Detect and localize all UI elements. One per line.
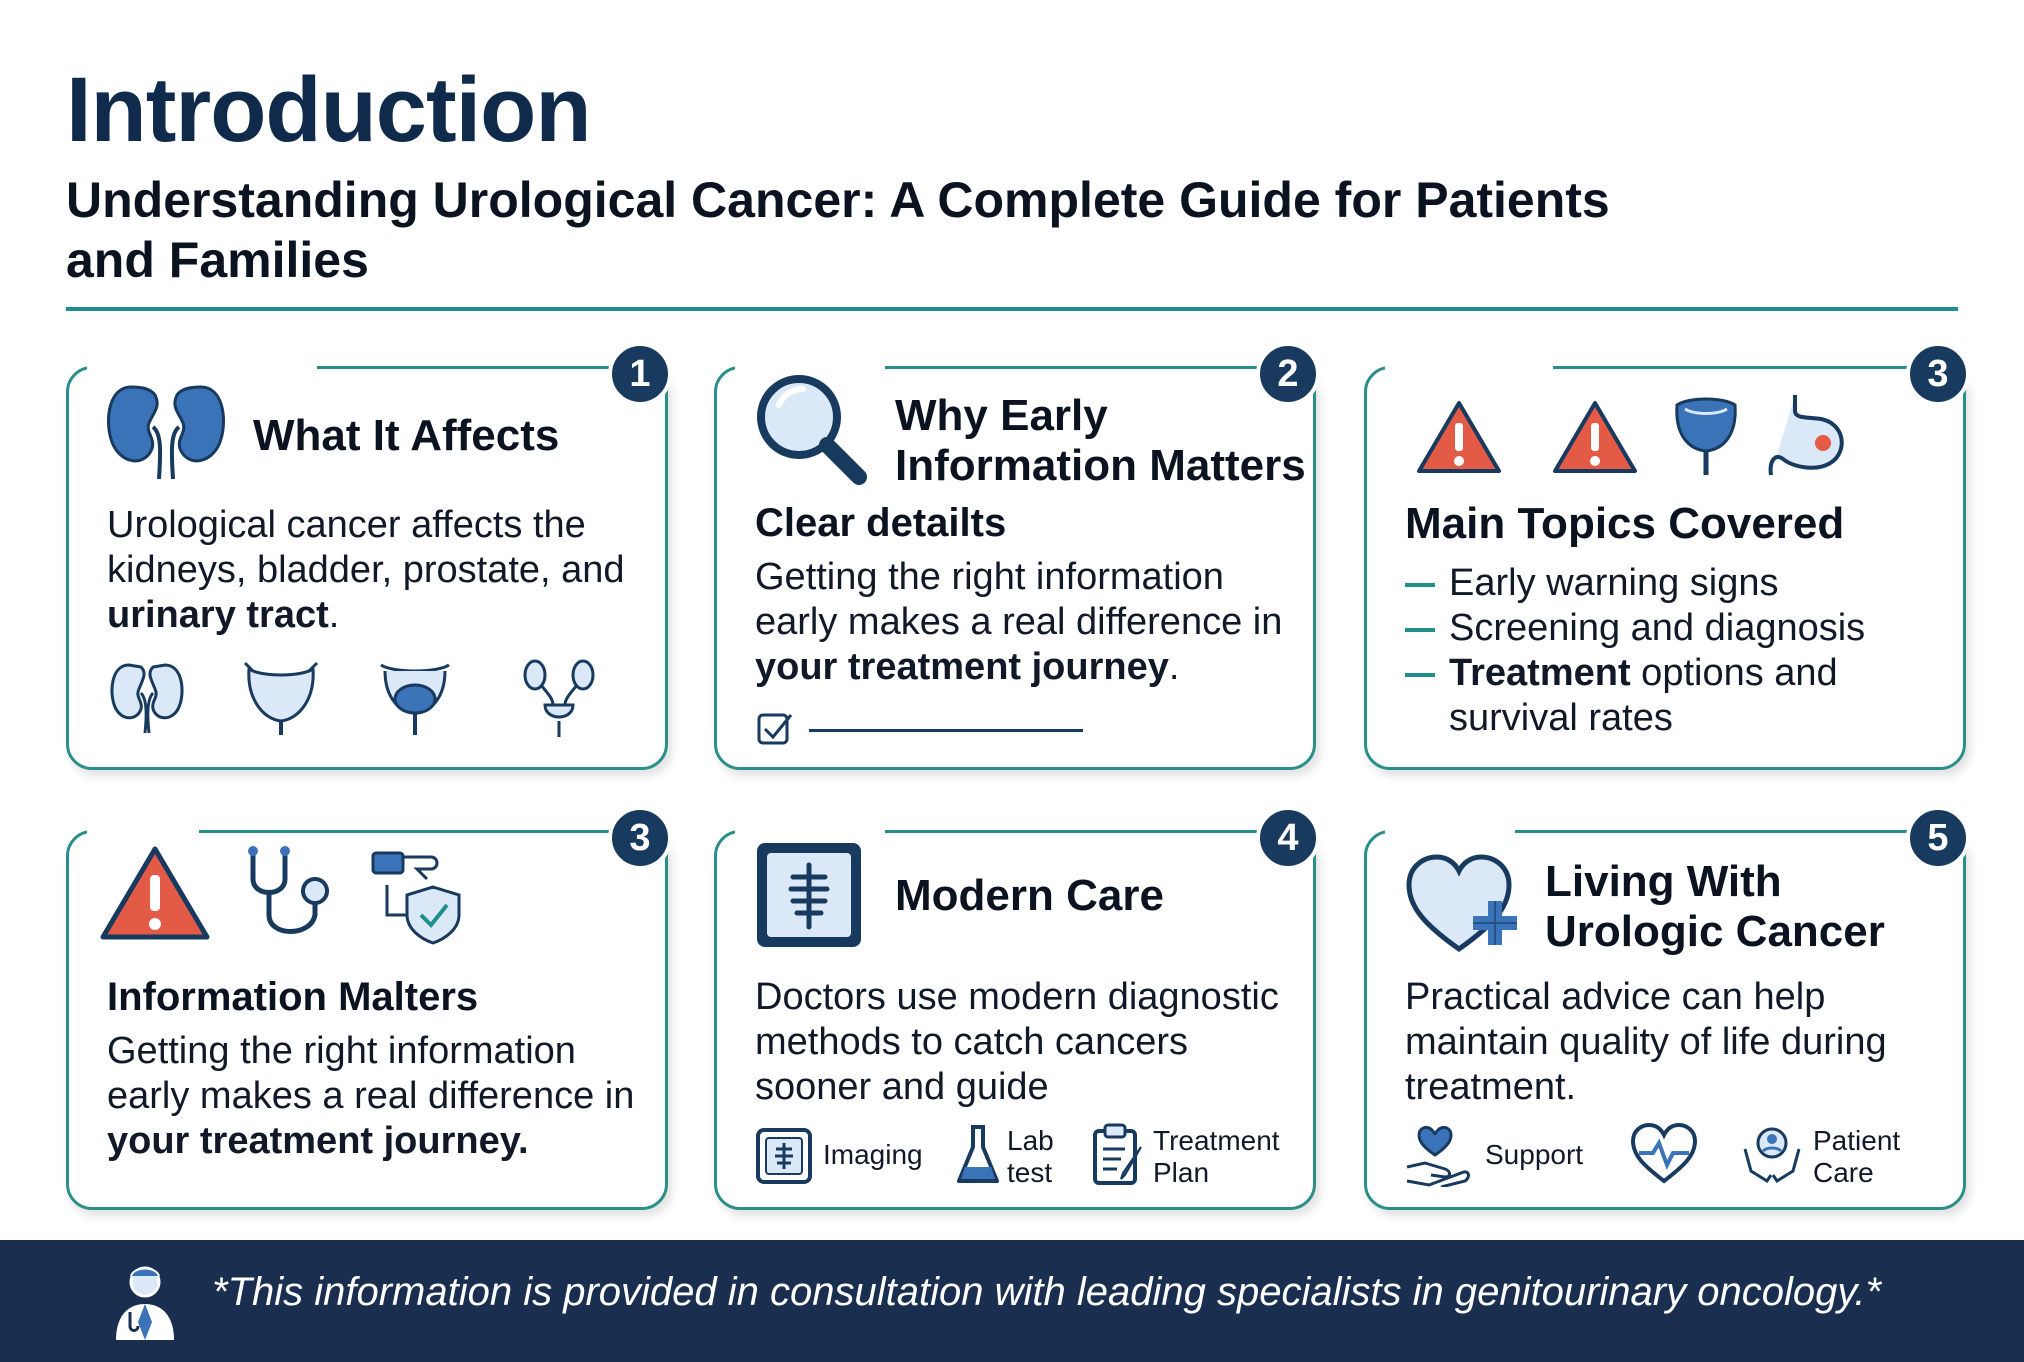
card-heading: Modern Care: [895, 871, 1164, 920]
card-why-early-information: [714, 352, 1316, 770]
list-item: Screening and diagnosis: [1405, 606, 1945, 651]
footer-disclaimer: *This information is provided in consultation with leading specialists in genitourinary oncology.*: [212, 1270, 1882, 1314]
card-heading: Living With Urologic Cancer: [1545, 857, 1885, 956]
card-body: Urological cancer affects the kidneys, bladder, prostate, and urinary tract.: [107, 504, 625, 636]
support-icon: [1405, 1125, 1475, 1187]
footer-banner: [0, 1240, 2024, 1362]
card-information-malters: [66, 816, 668, 1210]
bladder-icon: [241, 659, 321, 735]
card-number-badge: 3: [608, 806, 672, 870]
card-number-badge: 5: [1906, 806, 1970, 870]
imaging-icon: [755, 1127, 813, 1185]
page-subtitle: Understanding Urological Cancer: A Complete Guide for Patients and Families: [66, 172, 1610, 288]
card-body: Practical advice can help maintain quality of life during treatment.: [1405, 976, 1887, 1108]
bladder-icon: [1671, 393, 1741, 477]
checkbox-icon: [755, 709, 795, 749]
card-heading: Why Early Information Matters: [895, 391, 1306, 490]
card-number-badge: 3: [1906, 342, 1970, 406]
progress-line: [809, 729, 1083, 732]
card-main-topics: [1364, 352, 1966, 770]
card-heading: What It Affects: [253, 411, 560, 460]
heartbeat-icon: [1629, 1123, 1699, 1185]
mini-label: Patient Care: [1813, 1125, 1901, 1188]
clipboard-icon: [1091, 1123, 1147, 1187]
card-number-badge: 1: [608, 342, 672, 406]
patient-care-icon: [1741, 1123, 1803, 1187]
kidneys-icon: [107, 659, 187, 735]
header-divider: [66, 307, 1958, 311]
flask-icon: [955, 1123, 1001, 1187]
list-item: Early warning signs: [1405, 561, 1945, 606]
card-body: Getting the right information early makes a real difference in your treatment journey.: [107, 1030, 635, 1162]
list-item: Treatment options and survival rates: [1405, 651, 1945, 741]
card-heading: Main Topics Covered: [1405, 499, 1845, 548]
card-modern-care: [714, 816, 1316, 1210]
card-subheading: Clear detailts: [755, 501, 1007, 545]
warning-icon: [99, 845, 211, 943]
card-heading: Information Malters: [107, 975, 479, 1019]
card-body: Doctors use modern diagnostic methods to catch cancers sooner and guide: [755, 976, 1279, 1108]
page-title: Introduction: [66, 59, 591, 161]
warning-icon: [1551, 399, 1639, 475]
heart-plus-icon: [1405, 853, 1525, 959]
card-body: Getting the right information early makes a real difference in your treatment journey.: [755, 556, 1283, 688]
warning-icon: [1415, 399, 1503, 475]
mini-label: Treatment Plan: [1153, 1125, 1280, 1188]
urinary-tract-icon: [519, 659, 599, 739]
card-number-badge: 2: [1256, 342, 1320, 406]
mini-label: Imaging: [823, 1139, 923, 1170]
card-what-it-affects: [66, 352, 668, 770]
doctor-icon: [110, 1262, 180, 1342]
kidneys-icon: [101, 379, 231, 479]
prostate-icon: [375, 659, 455, 735]
card-living-with-cancer: [1364, 816, 1966, 1210]
mini-label: Support: [1485, 1139, 1584, 1170]
topics-list: [1405, 561, 1945, 741]
shield-hand-icon: [367, 845, 467, 945]
magnifier-icon: [751, 369, 869, 487]
xray-icon: [753, 839, 865, 951]
card-number-badge: 4: [1256, 806, 1320, 870]
stethoscope-icon: [245, 845, 341, 945]
stomach-icon: [1765, 391, 1851, 481]
mini-label: Lab test: [1007, 1125, 1054, 1188]
